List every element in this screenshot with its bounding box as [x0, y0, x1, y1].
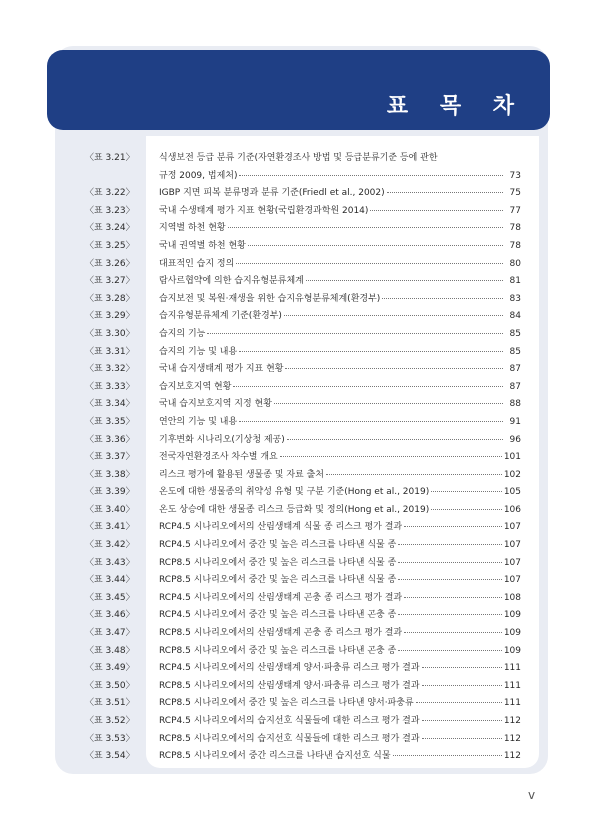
dot-leader [398, 543, 502, 545]
toc-entry-number: 〈표 3.39〉 [85, 487, 135, 498]
toc-entry-title: RCP8.5 시나리오에서의 산림생태계 곤충 종 리스크 평가 결과 [159, 628, 403, 639]
toc-entry[interactable] [85, 238, 521, 256]
toc-entry[interactable] [85, 344, 521, 362]
toc-entry-number: 〈표 3.49〉 [85, 663, 135, 674]
dot-leader [393, 754, 502, 756]
toc-entry-title: 대표적인 습지 정의 [159, 258, 235, 269]
toc-entry-page: 109 [503, 628, 521, 639]
toc-entry-page: 109 [503, 610, 521, 621]
toc-entry-number: 〈표 3.22〉 [85, 188, 135, 199]
dot-leader [398, 649, 502, 651]
toc-entry-page: 107 [503, 575, 521, 586]
toc-entry[interactable] [85, 537, 521, 555]
toc-entry-page: 85 [509, 346, 521, 357]
toc-entry-title: 습지의 기능 [159, 328, 206, 339]
dot-leader [248, 244, 503, 246]
toc-entry-title: 국내 권역별 하천 현황 [159, 240, 246, 251]
toc-entry-page: 109 [503, 645, 521, 656]
dot-leader [239, 420, 503, 422]
dot-leader [236, 262, 503, 264]
dot-leader [422, 719, 502, 721]
dot-leader [274, 402, 503, 404]
toc-entry-title: 습지의 기능 및 내용 [159, 346, 238, 357]
toc-entry-title: 온도에 대한 생물종의 취약성 유형 및 구분 기준(Hong et al., 2019) [159, 487, 430, 498]
toc-entry-number: 〈표 3.33〉 [85, 381, 135, 392]
toc-entry-number: 〈표 3.48〉 [85, 645, 135, 656]
toc-entry-title: RCP4.5 시나리오에서 중간 및 높은 리스크를 나타낸 곤충 종 [159, 610, 397, 621]
toc-entry-page: 73 [509, 170, 521, 181]
toc-entry-title: RCP8.5 시나리오에서 중간 리스크를 나타낸 습지선호 식물 [159, 751, 391, 762]
toc-entry-number: 〈표 3.23〉 [85, 205, 135, 216]
dot-leader [398, 613, 502, 615]
dot-leader [285, 367, 503, 369]
toc-entry-title: RCP8.5 시나리오에서 중간 및 높은 리스크를 나타낸 식물 종 [159, 575, 397, 586]
toc-entry[interactable] [85, 379, 521, 397]
toc-entry[interactable] [85, 220, 521, 238]
toc-entry-title: RCP8.5 시나리오에서 중간 및 높은 리스크를 나타낸 곤충 종 [159, 645, 397, 656]
toc-entry-page: 88 [509, 399, 521, 410]
dot-leader [239, 350, 503, 352]
toc-entry-number: 〈표 3.32〉 [85, 364, 135, 375]
toc-entry-title: 리스크 평가에 활용된 생물종 및 자료 출처 [159, 469, 324, 480]
toc-entry-page: 78 [509, 240, 521, 251]
toc-entry-page: 112 [503, 733, 521, 744]
toc-entry-title: RCP8.5 시나리오에서의 산림생태계 양서·파충류 리스크 평가 결과 [159, 680, 420, 691]
toc-entry-page: 108 [503, 592, 521, 603]
toc-entry-number: 〈표 3.27〉 [85, 276, 135, 287]
toc-entry-title: 규정 2009, 법제처) [159, 170, 238, 181]
header-banner [47, 50, 550, 130]
toc-entry[interactable] [85, 607, 521, 625]
toc-entry[interactable] [85, 695, 521, 713]
dot-leader [431, 490, 502, 492]
toc-entry-number: 〈표 3.44〉 [85, 575, 135, 586]
toc-entry-title: 국내 습지생태계 평가 지표 현황 [159, 364, 284, 375]
table-of-contents-list [85, 150, 521, 766]
toc-entry[interactable] [85, 748, 521, 766]
toc-entry-title: RCP8.5 시나리오에서 중간 및 높은 리스크를 나타낸 식물 종 [159, 557, 397, 568]
dot-leader [284, 314, 503, 316]
toc-entry[interactable] [85, 203, 521, 221]
dot-leader [416, 701, 502, 703]
dot-leader [228, 226, 503, 228]
toc-entry-title: RCP4.5 시나리오에서의 산림생태계 식물 종 리스크 평가 결과 [159, 522, 403, 533]
toc-entry-page: 87 [509, 364, 521, 375]
dot-leader [280, 455, 502, 457]
toc-entry-number: 〈표 3.25〉 [85, 240, 135, 251]
toc-entry-number: 〈표 3.38〉 [85, 469, 135, 480]
toc-entry-number: 〈표 3.34〉 [85, 399, 135, 410]
toc-entry-page: 91 [509, 416, 521, 427]
toc-entry-number: 〈표 3.46〉 [85, 610, 135, 621]
toc-entry-page: 112 [503, 751, 521, 762]
toc-entry[interactable] [85, 414, 521, 432]
toc-entry[interactable] [85, 150, 521, 168]
toc-entry-page: 105 [503, 487, 521, 498]
toc-entry-page: 107 [503, 522, 521, 533]
toc-entry-page: 85 [509, 328, 521, 339]
toc-entry-title: 습지보전 및 복원·재생을 위한 습지유형분류체계(환경부) [159, 293, 381, 304]
toc-entry[interactable] [85, 256, 521, 274]
dot-leader [422, 666, 502, 668]
toc-entry-number: 〈표 3.50〉 [85, 680, 135, 691]
toc-entry-number: 〈표 3.30〉 [85, 328, 135, 339]
toc-entry-number: 〈표 3.37〉 [85, 452, 135, 463]
toc-entry-title: RCP8.5 시나리오에서 중간 및 높은 리스크를 나타낸 양서·파충류 [159, 698, 414, 709]
toc-entry[interactable] [85, 308, 521, 326]
dot-leader [398, 578, 502, 580]
toc-entry[interactable] [85, 396, 521, 414]
toc-entry[interactable] [85, 519, 521, 537]
toc-entry-number: 〈표 3.53〉 [85, 733, 135, 744]
dot-leader [306, 279, 503, 281]
toc-entry-number: 〈표 3.21〉 [85, 153, 135, 163]
toc-entry-page: 101 [503, 452, 521, 463]
toc-entry-number: 〈표 3.54〉 [85, 751, 135, 762]
toc-entry-number: 〈표 3.29〉 [85, 311, 135, 322]
toc-entry-page: 112 [503, 716, 521, 726]
toc-entry[interactable] [85, 678, 521, 696]
dot-leader [422, 737, 502, 739]
toc-entry-number: 〈표 3.52〉 [85, 716, 135, 726]
toc-entry[interactable] [85, 660, 521, 678]
dot-leader [398, 561, 502, 563]
toc-entry-page: 77 [509, 205, 521, 216]
dot-leader [431, 508, 502, 510]
toc-entry-number: 〈표 3.42〉 [85, 540, 135, 551]
toc-entry[interactable] [85, 467, 521, 485]
toc-entry-title: 습지보호지역 현황 [159, 381, 232, 392]
dot-leader [422, 684, 502, 686]
toc-entry-number: 〈표 3.36〉 [85, 434, 135, 445]
toc-entry-number: 〈표 3.41〉 [85, 522, 135, 533]
toc-entry-page: 87 [509, 381, 521, 392]
toc-entry[interactable] [85, 643, 521, 661]
toc-entry[interactable] [85, 273, 521, 291]
dot-leader [239, 174, 503, 176]
page-title: 표 목 차 [386, 94, 526, 119]
dot-leader [326, 473, 502, 475]
toc-entry[interactable] [85, 502, 521, 520]
toc-entry-title: 온도 상승에 대한 생물종 리스크 등급화 및 정의(Hong et al., 2019) [159, 504, 430, 515]
toc-entry-title: 지역별 하천 현황 [159, 223, 226, 234]
toc-entry-page: 83 [509, 293, 521, 304]
toc-entry-title: RCP4.5 시나리오에서의 습지선호 식물들에 대한 리스크 평가 결과 [159, 716, 420, 726]
toc-entry-number: 〈표 3.35〉 [85, 416, 135, 427]
toc-entry[interactable] [85, 168, 521, 186]
dot-leader [370, 209, 503, 211]
toc-entry[interactable] [85, 361, 521, 379]
toc-entry-number: 〈표 3.47〉 [85, 628, 135, 639]
toc-entry[interactable] [85, 731, 521, 749]
toc-entry[interactable] [85, 572, 521, 590]
toc-entry-page: 111 [503, 698, 521, 709]
toc-entry-title: RCP8.5 시나리오에서의 습지선호 식물들에 대한 리스크 평가 결과 [159, 733, 420, 744]
toc-entry-title: 국내 습지보호지역 지정 현황 [159, 399, 272, 410]
toc-entry-title: IGBP 지면 피복 분류명과 분류 기준(Friedl et al., 2002) [159, 188, 385, 199]
toc-entry-page: 111 [503, 663, 521, 674]
toc-entry-page: 80 [509, 258, 521, 269]
dot-leader [387, 191, 503, 193]
toc-entry-page: 78 [509, 223, 521, 234]
toc-entry-number: 〈표 3.51〉 [85, 698, 135, 709]
toc-entry-title: 국내 수생태계 평가 지표 현황(국립환경과학원 2014) [159, 205, 369, 216]
dot-leader [233, 385, 503, 387]
page-number: v [528, 788, 536, 802]
toc-entry-page: 107 [503, 557, 521, 568]
toc-entry-number: 〈표 3.26〉 [85, 258, 135, 269]
toc-entry-title: 습지유형분류체계 기준(환경부) [159, 311, 282, 322]
toc-entry-title: 기후변화 시나리오(기상청 제공) [159, 434, 285, 445]
dot-leader [287, 438, 503, 440]
toc-entry[interactable] [85, 185, 521, 203]
toc-entry-title: RCP4.5 시나리오에서의 산림생태계 양서·파충류 리스크 평가 결과 [159, 663, 420, 674]
dot-leader [207, 332, 503, 334]
toc-entry-page: 75 [509, 188, 521, 199]
toc-entry-title: RCP4.5 시나리오에서 중간 및 높은 리스크를 나타낸 식물 종 [159, 540, 397, 551]
toc-entry-title: 연안의 기능 및 내용 [159, 416, 238, 427]
toc-entry-number: 〈표 3.24〉 [85, 223, 135, 234]
toc-entry-page: 81 [509, 276, 521, 287]
dot-leader [404, 525, 502, 527]
toc-entry-number: 〈표 3.45〉 [85, 592, 135, 603]
toc-entry-page: 102 [503, 469, 521, 480]
toc-entry[interactable] [85, 432, 521, 450]
toc-entry[interactable] [85, 291, 521, 309]
toc-entry-title: RCP4.5 시나리오에서의 산림생태계 곤충 종 리스크 평가 결과 [159, 592, 403, 603]
toc-entry-title: 람사르협약에 의한 습지유형분류체계 [159, 276, 304, 287]
toc-entry[interactable] [85, 590, 521, 608]
toc-entry[interactable] [85, 713, 521, 731]
toc-entry[interactable] [85, 555, 521, 573]
dot-leader [382, 297, 503, 299]
toc-entry-page: 107 [503, 540, 521, 551]
toc-entry-number: 〈표 3.43〉 [85, 557, 135, 568]
toc-entry[interactable] [85, 326, 521, 344]
toc-entry-title: 전국자연환경조사 차수별 개요 [159, 452, 278, 463]
toc-entry-page: 106 [503, 504, 521, 515]
toc-entry[interactable] [85, 625, 521, 643]
dot-leader [404, 631, 502, 633]
toc-entry-number: 〈표 3.28〉 [85, 293, 135, 304]
toc-entry-page: 84 [509, 311, 521, 322]
toc-entry[interactable] [85, 484, 521, 502]
toc-entry-number: 〈표 3.40〉 [85, 504, 135, 515]
dot-leader [404, 596, 502, 598]
toc-entry-number: 〈표 3.31〉 [85, 346, 135, 357]
toc-entry-page: 96 [509, 434, 521, 445]
toc-entry-title: 식생보전 등급 분류 기준(자연환경조사 방법 및 등급분류기준 등에 관한 [159, 153, 438, 163]
toc-entry-page: 111 [503, 680, 521, 691]
toc-entry[interactable] [85, 449, 521, 467]
